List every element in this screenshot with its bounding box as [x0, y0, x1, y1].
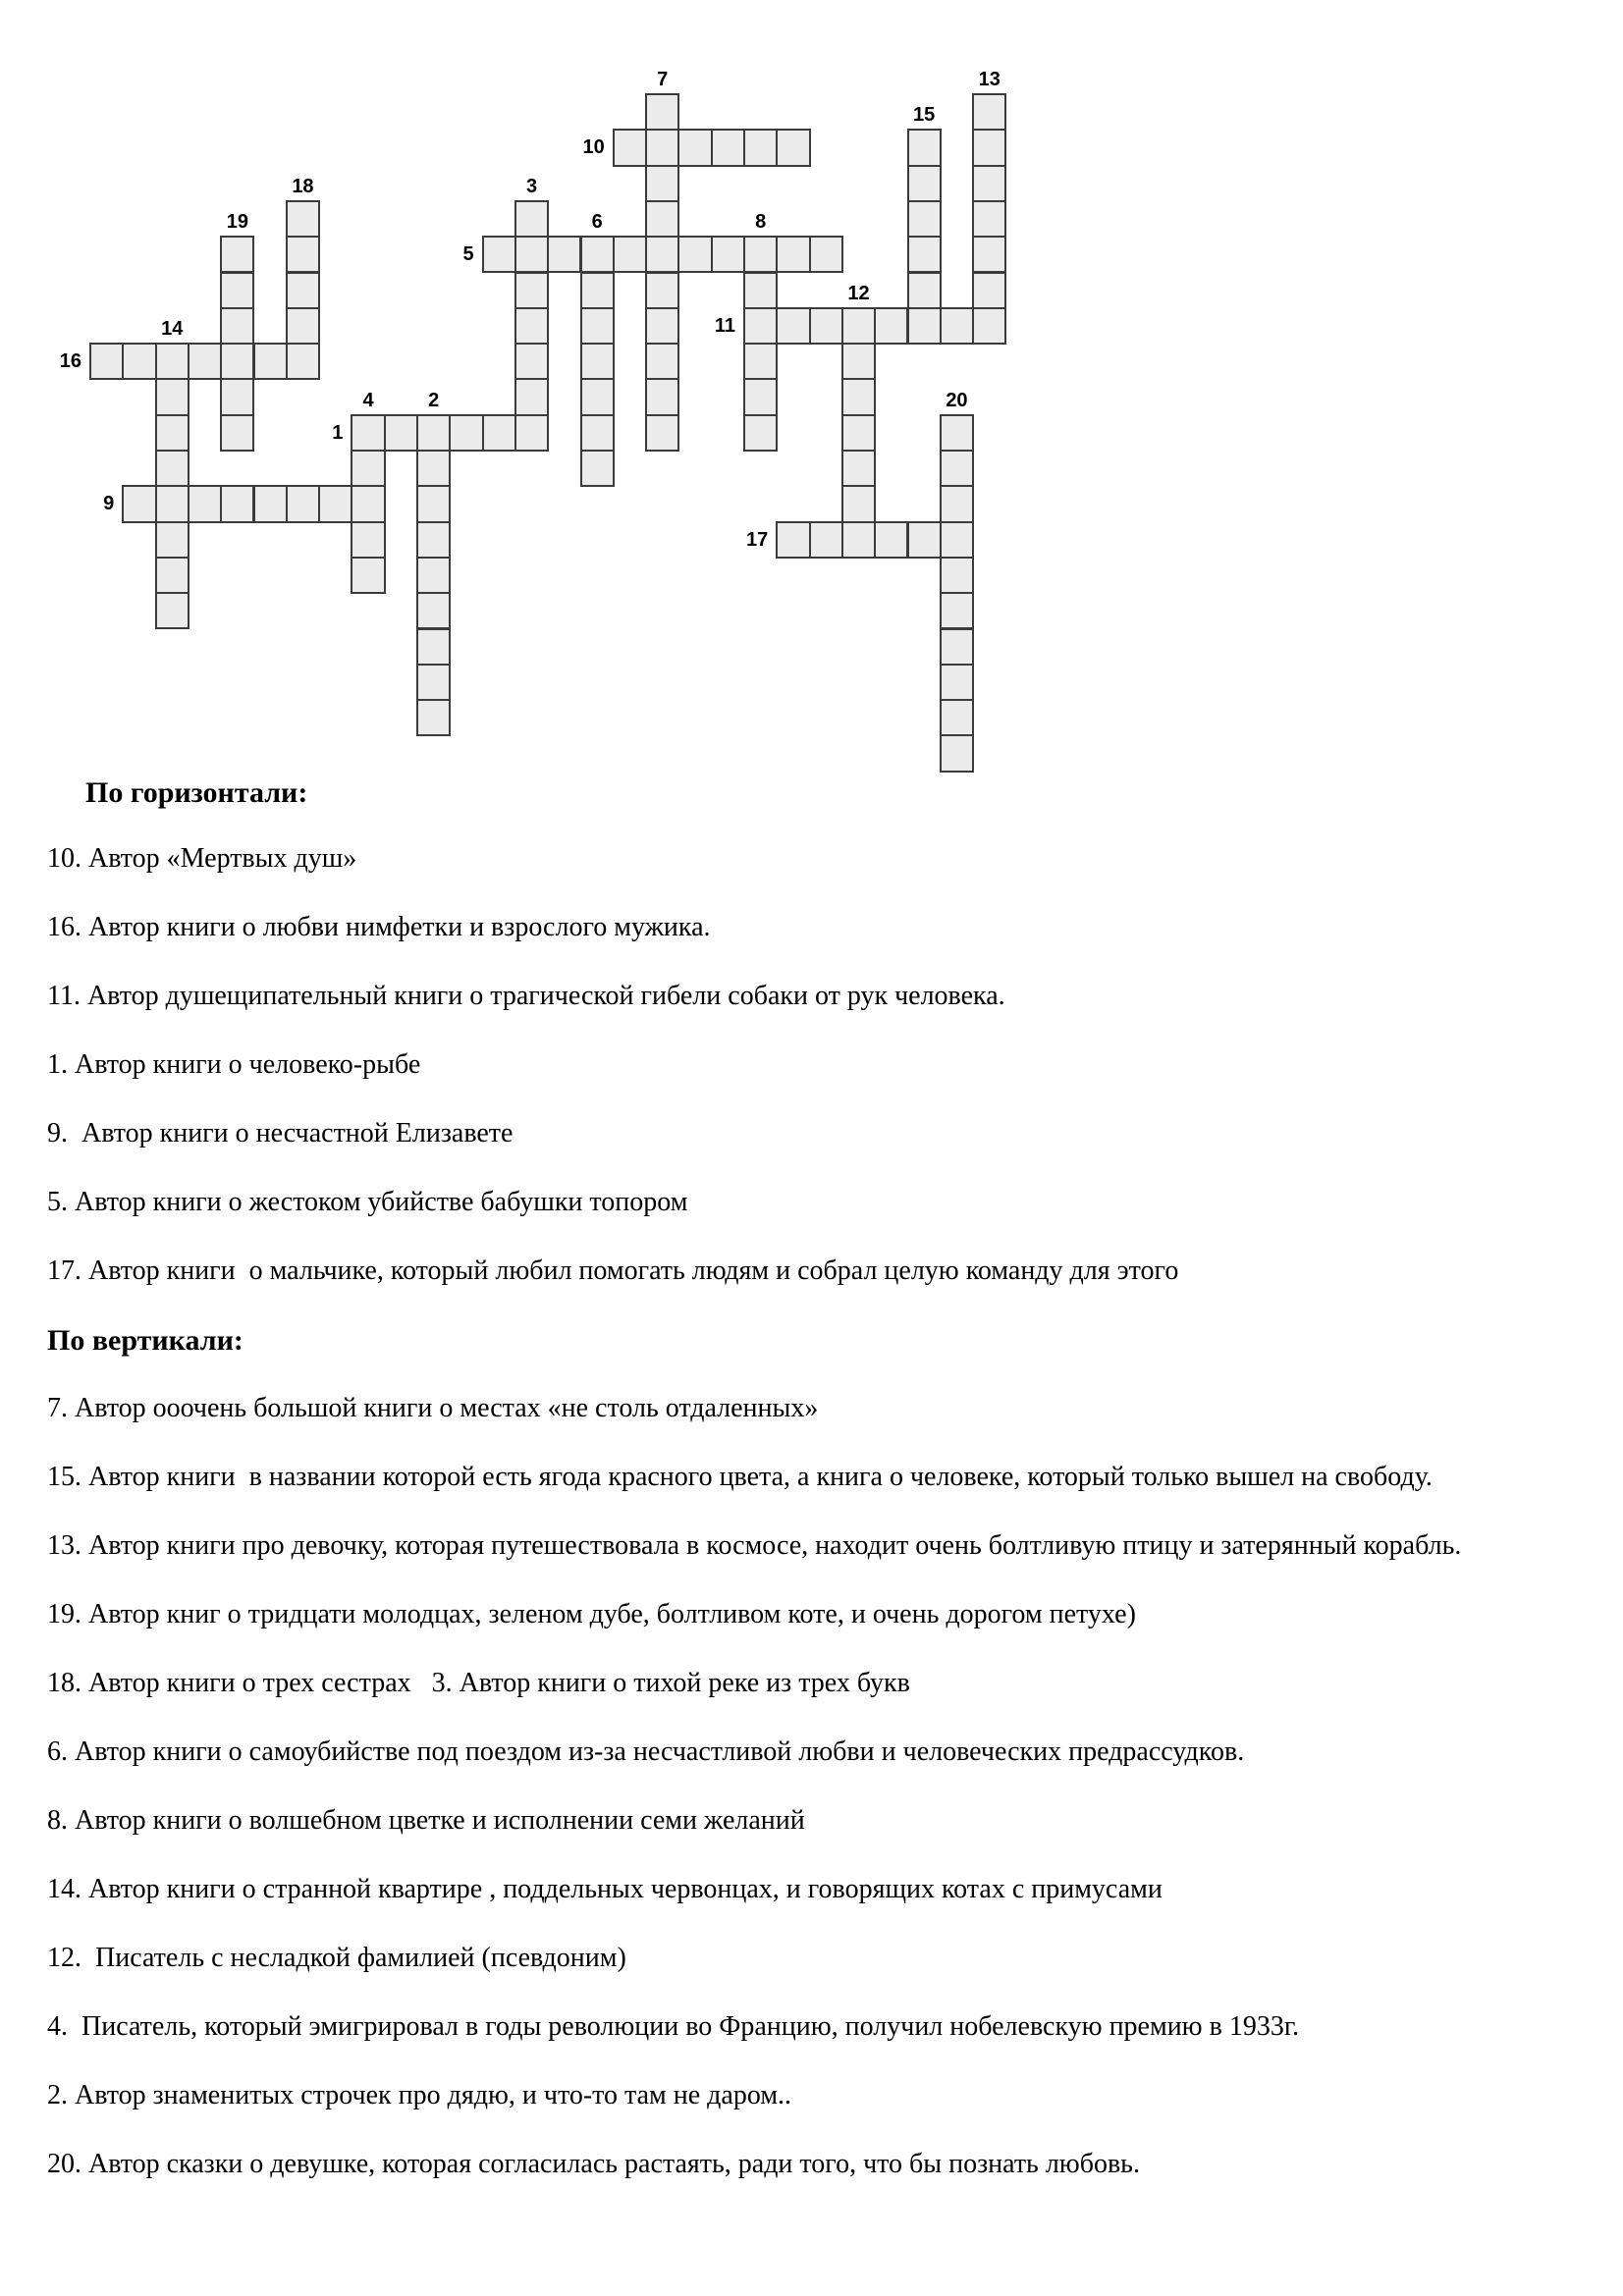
grid-cell: [743, 378, 778, 415]
grid-cell: [286, 272, 320, 309]
clue-line: 10. Автор «Мертвых душ»: [47, 843, 357, 874]
grid-cell: [416, 628, 451, 666]
grid-cell: [645, 272, 679, 309]
grid-cell: [972, 129, 1006, 166]
grid-cell: [547, 236, 581, 273]
grid-cell: [841, 521, 876, 559]
grid-cell: [972, 272, 1006, 309]
grid-cell: [972, 200, 1006, 238]
grid-cell: [416, 414, 451, 452]
grid-cell: [645, 200, 679, 238]
grid-cell: [907, 272, 942, 309]
grid-cell: [940, 307, 974, 345]
clue-line: 18. Автор книги о трех сестрах 3. Автор книги о тихой реке из трех букв: [47, 1668, 910, 1698]
grid-cell: [351, 485, 385, 522]
clue-line: 1. Автор книги о человеко-рыбе: [47, 1049, 421, 1080]
grid-cell: [613, 129, 647, 166]
grid-cell: [841, 378, 876, 415]
grid-cell: [89, 343, 124, 380]
grid-cell: [580, 378, 615, 415]
grid-cell: [677, 129, 712, 166]
grid-cell: [711, 236, 745, 273]
grid-cell: [514, 272, 549, 309]
grid-cell: [286, 236, 320, 273]
grid-cell: [416, 521, 451, 559]
grid-cell: [907, 521, 942, 559]
grid-cell: [514, 236, 549, 273]
grid-cell: [645, 93, 679, 131]
grid-cell: [940, 450, 974, 487]
grid-number-10: 10: [582, 136, 605, 159]
clue-line: 2. Автор знаменитых строчек про дядю, и что-то там не даром..: [47, 2080, 792, 2110]
grid-cell: [940, 414, 974, 452]
grid-cell: [155, 343, 189, 380]
clue-line: 20. Автор сказки о девушке, которая согласилась растаять, ради того, что бы познать любовь.: [47, 2149, 1140, 2179]
grid-cell: [940, 521, 974, 559]
grid-cell: [253, 343, 288, 380]
grid-number-5: 5: [462, 243, 474, 266]
grid-number-8: 8: [755, 211, 767, 234]
grid-cell: [645, 414, 679, 452]
grid-number-19: 19: [226, 211, 248, 234]
grid-cell: [514, 307, 549, 345]
grid-cell: [776, 236, 810, 273]
grid-cell: [220, 414, 254, 452]
grid-cell: [351, 557, 385, 594]
grid-number-1: 1: [332, 421, 344, 444]
grid-cell: [809, 521, 843, 559]
grid-cell: [972, 93, 1006, 131]
clue-line: 13. Автор книги про девочку, которая путешествовала в космосе, находит очень болтливую птицу и затерянный корабль.: [47, 1530, 1462, 1561]
grid-cell: [449, 414, 483, 452]
grid-cell: [514, 343, 549, 380]
clue-line: 12. Писатель с несладкой фамилией (псевдоним): [47, 1943, 626, 1973]
grid-cell: [416, 485, 451, 522]
grid-number-13: 13: [978, 69, 1001, 90]
grid-cell: [482, 414, 516, 452]
grid-cell: [351, 521, 385, 559]
grid-cell: [940, 485, 974, 522]
grid-cell: [743, 307, 778, 345]
grid-cell: [122, 485, 156, 522]
grid-number-20: 20: [946, 389, 968, 411]
grid-cell: [220, 343, 254, 380]
grid-number-12: 12: [847, 282, 870, 304]
grid-cell: [514, 414, 549, 452]
clue-line: 7. Автор ооочень большой книги о местах «не столь отдаленных»: [47, 1393, 819, 1423]
grid-number-15: 15: [913, 104, 936, 127]
across-heading: По горизонтали:: [85, 776, 308, 809]
grid-cell: [155, 378, 189, 415]
grid-cell: [188, 343, 222, 380]
grid-cell: [645, 165, 679, 202]
clue-line: 6. Автор книги о самоубийстве под поездом из-за несчастливой любви и человеческих предрассудков.: [47, 1736, 1245, 1767]
grid-cell: [416, 592, 451, 629]
grid-cell: [253, 485, 288, 522]
clue-line: 14. Автор книги о странной квартире , поддельных червонцах, и говорящих котах с примусами: [47, 1874, 1163, 1904]
grid-cell: [155, 414, 189, 452]
clue-line: 17. Автор книги о мальчике, который любил помогать людям и собрал целую команду для этого: [47, 1255, 1179, 1286]
grid-cell: [645, 236, 679, 273]
grid-cell: [580, 343, 615, 380]
grid-number-11: 11: [714, 314, 735, 337]
grid-cell: [580, 236, 615, 273]
grid-cell: [286, 343, 320, 380]
grid-cell: [580, 414, 615, 452]
grid-cell: [907, 200, 942, 238]
grid-cell: [776, 307, 810, 345]
grid-cell: [972, 236, 1006, 273]
grid-cell: [907, 307, 942, 345]
clue-line: 9. Автор книги о несчастной Елизавете: [47, 1118, 514, 1148]
grid-cell: [155, 450, 189, 487]
grid-cell: [841, 450, 876, 487]
grid-cell: [220, 236, 254, 273]
grid-cell: [220, 485, 254, 522]
grid-cell: [351, 414, 385, 452]
grid-cell: [841, 343, 876, 380]
grid-cell: [155, 521, 189, 559]
grid-cell: [482, 236, 516, 273]
grid-cell: [613, 236, 647, 273]
grid-cell: [286, 307, 320, 345]
grid-cell: [286, 485, 320, 522]
grid-cell: [743, 414, 778, 452]
grid-cell: [384, 414, 418, 452]
clue-line: 11. Автор душещипательный книги о трагической гибели собаки от рук человека.: [47, 981, 1005, 1011]
grid-cell: [907, 236, 942, 273]
grid-cell: [743, 272, 778, 309]
grid-cell: [351, 450, 385, 487]
grid-cell: [286, 200, 320, 238]
grid-cell: [940, 734, 974, 772]
grid-cell: [907, 129, 942, 166]
grid-number-7: 7: [657, 69, 669, 90]
clue-line: 4. Писатель, который эмигрировал в годы революции во Францию, получил нобелевскую премию в 1933г.: [47, 2011, 1300, 2042]
grid-cell: [645, 129, 679, 166]
grid-number-3: 3: [525, 175, 538, 197]
grid-cell: [940, 699, 974, 736]
clue-line: 5. Автор книги о жестоком убийстве бабушки топором: [47, 1187, 688, 1217]
grid-cell: [580, 272, 615, 309]
grid-cell: [155, 557, 189, 594]
grid-cell: [155, 592, 189, 629]
grid-cell: [841, 307, 876, 345]
grid-number-2: 2: [428, 389, 440, 411]
grid-number-9: 9: [103, 493, 115, 515]
grid-cell: [318, 485, 352, 522]
grid-cell: [416, 450, 451, 487]
grid-cell: [416, 664, 451, 701]
grid-cell: [514, 378, 549, 415]
grid-cell: [220, 307, 254, 345]
grid-cell: [841, 414, 876, 452]
grid-cell: [874, 521, 908, 559]
grid-cell: [220, 272, 254, 309]
grid-number-6: 6: [591, 211, 603, 234]
grid-cell: [580, 307, 615, 345]
grid-number-17: 17: [746, 528, 769, 551]
grid-cell: [874, 307, 908, 345]
grid-cell: [809, 236, 843, 273]
grid-cell: [940, 557, 974, 594]
grid-cell: [122, 343, 156, 380]
clue-line: 19. Автор книг о тридцати молодцах, зеленом дубе, болтливом коте, и очень дорогом петухе): [47, 1599, 1136, 1629]
grid-cell: [677, 236, 712, 273]
grid-cell: [841, 485, 876, 522]
grid-cell: [776, 521, 810, 559]
grid-number-14: 14: [161, 318, 184, 341]
grid-cell: [155, 485, 189, 522]
grid-cell: [514, 200, 549, 238]
grid-number-16: 16: [59, 350, 81, 373]
grid-cell: [940, 664, 974, 701]
grid-cell: [416, 699, 451, 736]
clue-line: 16. Автор книги о любви нимфетки и взрослого мужика.: [47, 912, 711, 942]
grid-cell: [743, 236, 778, 273]
grid-cell: [809, 307, 843, 345]
grid-cell: [416, 557, 451, 594]
grid-number-4: 4: [362, 389, 374, 411]
grid-cell: [743, 343, 778, 380]
grid-cell: [940, 628, 974, 666]
grid-cell: [776, 129, 810, 166]
grid-cell: [940, 592, 974, 629]
clue-line: 15. Автор книги в названии которой есть ягода красного цвета, а книга о человеке, который только вышел на свободу.: [47, 1462, 1433, 1492]
grid-cell: [711, 129, 745, 166]
grid-cell: [972, 165, 1006, 202]
grid-cell: [907, 165, 942, 202]
grid-cell: [645, 343, 679, 380]
grid-number-18: 18: [292, 175, 314, 197]
grid-cell: [220, 378, 254, 415]
grid-cell: [645, 378, 679, 415]
grid-cell: [743, 129, 778, 166]
grid-cell: [580, 450, 615, 487]
grid-cell: [645, 307, 679, 345]
grid-cell: [972, 307, 1006, 345]
clue-line: 8. Автор книги о волшебном цветке и исполнении семи желаний: [47, 1805, 805, 1836]
down-heading: По вертикали:: [47, 1324, 243, 1357]
grid-cell: [188, 485, 222, 522]
